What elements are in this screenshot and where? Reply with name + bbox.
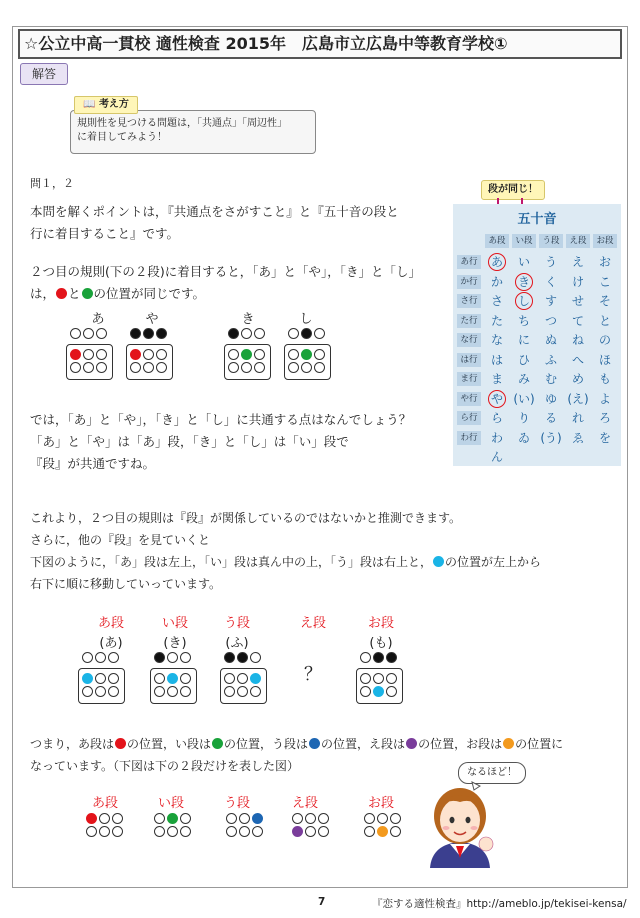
dan-cell-a-bottom-dot <box>108 673 119 684</box>
bottom-cell-u-bottom-dot <box>226 826 237 837</box>
gojuon-cell: (え) <box>567 391 589 406</box>
gojuon-column-header: お段 <box>593 234 617 248</box>
braille-cell-ki-top-dot <box>254 328 265 339</box>
bottom-cell-i-bottom-dot <box>154 813 165 824</box>
dan-cell-i-bottom-dot <box>180 673 191 684</box>
gojuon-cell: の <box>598 333 611 347</box>
bottom-cell-u-bottom-dot <box>226 813 237 824</box>
book-icon: 📖 <box>83 99 96 110</box>
question-number: 問１，２ <box>30 177 74 190</box>
gojuon-cell: た <box>490 313 503 328</box>
gojuon-row-label: や行 <box>457 392 481 406</box>
green-dot-icon <box>212 738 223 749</box>
dan-label-a: あ段 <box>97 616 124 631</box>
braille-cell-a-bottom-dot <box>70 349 81 360</box>
gojuon-cell: ち <box>517 313 530 328</box>
gojuon-row-label: ら行 <box>457 411 481 425</box>
dan-cell-u-bottom-dot <box>224 673 235 684</box>
bottom-cell-i-bottom-dot <box>167 813 178 824</box>
gojuon-cell: わ <box>490 430 503 445</box>
bottom-cell-e-bottom-dot <box>292 826 303 837</box>
guess-line-4: 右下に順に移動していっています。 <box>30 577 222 591</box>
bottom-cell-i-bottom-dot <box>167 826 178 837</box>
gojuon-cell: や <box>490 391 503 406</box>
gojuon-cell: も <box>598 372 611 386</box>
intro-line-2: 行に着目すること』です。 <box>30 226 180 241</box>
gojuon-cell: へ <box>571 352 584 367</box>
common-line-2: 「あ」と「や」は「あ」段，「き」と「し」は「い」段で <box>30 434 349 449</box>
braille-cell-ki-bottom-dot <box>228 349 239 360</box>
dan-cell-u-bottom-dot <box>250 686 261 697</box>
braille-cell-a-bottom-dot <box>83 349 94 360</box>
bottom-cell-o-bottom-dot <box>364 826 375 837</box>
footer-credit: 『恋する適性検査』http://ameblo.jp/tekisei-kensa/ <box>372 898 627 910</box>
gojuon-row-label: ま行 <box>457 372 481 386</box>
highlight-circle-icon <box>488 253 506 271</box>
rule2-line-1: ２つ目の規則(下の２段)に着目すると，「あ」と「や」，「き」と「し」 <box>30 264 422 279</box>
orange-dot-icon <box>503 738 514 749</box>
page-number: 7 <box>318 896 326 908</box>
summary-line-2: なっています。（下図は下の２段だけを表した図） <box>30 759 300 773</box>
gojuon-cell: せ <box>571 294 584 308</box>
hint-label-text: 考え方 <box>98 99 129 110</box>
braille-cell-shi-bottom-dot <box>314 362 325 373</box>
dan-cell-u-top-dot <box>224 652 235 663</box>
dan-cell-a-top-dot <box>95 652 106 663</box>
dan-cell-i-top-dot <box>180 652 191 663</box>
dan-cell-u-bottom-dot <box>250 673 261 684</box>
braille-cell-ya-bottom-dot <box>130 362 141 373</box>
common-line-1: では，「あ」と「や」，「き」と「し」に共通する点はなんでしょう？ <box>30 412 412 427</box>
gojuon-cell: あ <box>490 255 503 269</box>
purple-dot-icon <box>406 738 417 749</box>
braille-cell-a-bottom-dot <box>70 362 81 373</box>
gojuon-cell: は <box>490 352 503 367</box>
bottom-dan-label-i: い段 <box>157 796 184 811</box>
braille-cell-ki-bottom-dot <box>241 362 252 373</box>
summary-text-f: の位置に <box>515 737 564 751</box>
braille-cell-ki-bottom-dot <box>241 349 252 360</box>
dan-cell-o-top-dot <box>360 652 371 663</box>
braille-cell-shi-bottom-dot <box>288 349 299 360</box>
gojuon-row-label: わ行 <box>457 431 481 445</box>
bottom-cell-o-bottom-dot <box>364 813 375 824</box>
gojuon-row-label: さ行 <box>457 294 481 308</box>
bottom-cell-o-bottom-dot <box>390 813 401 824</box>
dan-cell-o-bottom-dot <box>386 673 397 684</box>
blue-dot-icon <box>309 738 320 749</box>
summary-text-b: の位置，い段は <box>127 737 212 751</box>
dan-cell-i-top-dot <box>154 652 165 663</box>
dan-cell-i-bottom-dot <box>180 686 191 697</box>
speech-bubble: なるほど！ <box>458 762 526 784</box>
dan-label-u: う段 <box>223 616 250 631</box>
red-dot-icon <box>56 288 67 299</box>
bottom-cell-a-bottom-dot <box>112 813 123 824</box>
braille-cell-shi-top-dot <box>288 328 299 339</box>
braille-cell-shi-bottom-dot <box>288 362 299 373</box>
gojuon-column-header: い段 <box>512 234 536 248</box>
dan-cell-a-top-dot <box>82 652 93 663</box>
dan-cell-i-top-dot <box>167 652 178 663</box>
braille-cell-shi-top-dot <box>301 328 312 339</box>
dan-example-u: (ふ) <box>225 636 249 651</box>
gojuon-cell: と <box>598 313 611 328</box>
dan-label-i: い段 <box>161 616 188 631</box>
gojuon-cell: ら <box>490 411 503 425</box>
dan-label-o: お段 <box>367 616 394 631</box>
braille-cell-a-top-dot <box>70 328 81 339</box>
dan-cell-i-bottom-dot <box>167 673 178 684</box>
gojuon-cell: に <box>517 333 530 347</box>
braille-cell-ya-bottom-dot <box>156 349 167 360</box>
braille-cell-shi-top-dot <box>314 328 325 339</box>
braille-cell-ya-bottom-dot <box>143 362 154 373</box>
gojuon-cell: ね <box>571 333 584 347</box>
braille-cell-a-bottom-dot <box>83 362 94 373</box>
bottom-cell-e-bottom-dot <box>305 826 316 837</box>
gojuon-cell: ゑ <box>571 430 584 445</box>
dan-label-e: え段 <box>299 616 326 631</box>
bottom-cell-o-bottom-dot <box>377 826 388 837</box>
bottom-cell-a-bottom-dot <box>86 813 97 824</box>
gojuon-cell: め <box>571 372 584 386</box>
bottom-cell-u-bottom-dot <box>252 813 263 824</box>
question-mark: ？ <box>304 664 322 685</box>
rule2-text-a: は， <box>30 286 56 301</box>
dan-example-o: (も) <box>369 636 393 651</box>
rule2-line-2 <box>30 286 205 302</box>
hint-box <box>70 110 316 154</box>
gojuon-row-label: あ行 <box>457 255 481 269</box>
bottom-cell-u-bottom-dot <box>252 826 263 837</box>
dan-cell-o-bottom-dot <box>360 673 371 684</box>
bottom-cell-a-bottom-dot <box>112 826 123 837</box>
bottom-cell-e-bottom-dot <box>318 813 329 824</box>
gojuon-cell: さ <box>490 294 503 308</box>
gojuon-cell: ひ <box>517 352 530 367</box>
green-dot-icon <box>82 288 93 299</box>
gojuon-column-header: え段 <box>566 234 590 248</box>
bottom-cell-i-bottom-dot <box>180 813 191 824</box>
braille-cell-ya-bottom-dot <box>143 349 154 360</box>
dan-cell-a-bottom-dot <box>82 673 93 684</box>
braille-label-ki: き <box>241 312 255 327</box>
bottom-cell-a-bottom-dot <box>86 826 97 837</box>
guess-text-a: 下図のように，「あ」段は左上，「い」段は真ん中の上，「う」段は右上と， <box>30 555 433 569</box>
gojuon-row-label: は行 <box>457 353 481 367</box>
gojuon-cell: お <box>598 255 611 269</box>
bottom-cell-e-bottom-dot <box>292 813 303 824</box>
hint-line-2: に着目してみよう！ <box>77 132 167 143</box>
rule2-text-c: の位置が同じです。 <box>93 286 206 301</box>
dan-cell-a-bottom-dot <box>95 673 106 684</box>
cyan-dot-icon <box>433 556 444 567</box>
bottom-cell-e-bottom-dot <box>318 826 329 837</box>
hint-line-1: 規則性を見つける問題は，「共通点」「周辺性」 <box>77 118 287 129</box>
bottom-dan-label-a: あ段 <box>91 796 118 811</box>
highlight-circle-icon <box>488 390 506 408</box>
bottom-dan-label-u: う段 <box>223 796 250 811</box>
rule2-text-b: と <box>68 286 81 301</box>
hint-label <box>74 96 138 114</box>
dan-cell-u-top-dot <box>250 652 261 663</box>
gojuon-cell: (い) <box>513 391 535 406</box>
intro-line-1: 本問を解くポイントは，『共通点をさがすこと』と『五十音の段と <box>30 204 399 219</box>
common-line-3: 『段』が共通ですね。 <box>30 456 156 471</box>
gojuon-column-header: う段 <box>539 234 563 248</box>
gojuon-cell: く <box>544 274 557 289</box>
bottom-cell-o-bottom-dot <box>377 813 388 824</box>
dan-cell-a-bottom-dot <box>108 686 119 697</box>
dan-example-i: (き) <box>163 636 187 651</box>
dan-cell-o-bottom-dot <box>360 686 371 697</box>
highlight-circle-icon <box>515 273 533 291</box>
braille-cell-ya-bottom-dot <box>130 349 141 360</box>
bottom-cell-i-bottom-dot <box>154 826 165 837</box>
guess-line-3 <box>30 554 541 570</box>
highlight-circle-icon <box>515 292 533 310</box>
same-dan-callout: 段が同じ！ <box>481 180 545 200</box>
gojuon-row-label: た行 <box>457 314 481 328</box>
braille-cell-ki-bottom-dot <box>254 362 265 373</box>
summary-text-e: の位置，お段は <box>418 737 503 751</box>
guess-line-2: さらに，他の『段』を見ていくと <box>30 533 211 547</box>
gojuon-cell: ろ <box>598 411 611 425</box>
dan-cell-a-bottom-dot <box>95 686 106 697</box>
gojuon-row-label: か行 <box>457 275 481 289</box>
dan-example-a: (あ) <box>99 636 123 651</box>
summary-text-c: の位置，う段は <box>224 737 309 751</box>
gojuon-cell: こ <box>598 274 611 289</box>
gojuon-cell: そ <box>598 294 611 308</box>
braille-cell-shi-bottom-dot <box>301 362 312 373</box>
braille-cell-ki-bottom-dot <box>254 349 265 360</box>
braille-cell-shi-bottom-dot <box>314 349 325 360</box>
gojuon-cell: み <box>517 372 530 386</box>
gojuon-cell: れ <box>571 411 584 425</box>
braille-cell-ya-top-dot <box>156 328 167 339</box>
summary-text-d: の位置，え段は <box>321 737 406 751</box>
red-dot-icon <box>115 738 126 749</box>
guess-text-b: の位置が左上から <box>445 555 542 569</box>
braille-cell-ya-bottom-dot <box>156 362 167 373</box>
gojuon-cell: て <box>571 313 584 328</box>
braille-label-shi: し <box>299 312 313 327</box>
gojuon-cell: り <box>517 411 530 425</box>
braille-label-a: あ <box>91 312 105 327</box>
bottom-cell-u-bottom-dot <box>239 826 250 837</box>
gojuon-cell: ふ <box>544 352 557 367</box>
gojuon-cell: し <box>517 294 530 308</box>
dan-cell-u-bottom-dot <box>237 673 248 684</box>
gojuon-cell: ゆ <box>544 391 557 406</box>
gojuon-table <box>453 204 621 466</box>
dan-cell-i-bottom-dot <box>154 673 165 684</box>
dan-cell-i-bottom-dot <box>154 686 165 697</box>
braille-cell-a-top-dot <box>83 328 94 339</box>
dan-cell-o-top-dot <box>373 652 384 663</box>
braille-cell-ya-top-dot <box>143 328 154 339</box>
gojuon-cell: つ <box>544 313 557 328</box>
braille-cell-ki-bottom-dot <box>228 362 239 373</box>
dan-cell-o-top-dot <box>386 652 397 663</box>
bottom-cell-o-bottom-dot <box>390 826 401 837</box>
dan-cell-o-bottom-dot <box>373 673 384 684</box>
braille-cell-ki-top-dot <box>241 328 252 339</box>
gojuon-cell: ん <box>490 450 503 464</box>
dan-cell-a-bottom-dot <box>82 686 93 697</box>
braille-label-ya: や <box>145 312 159 327</box>
gojuon-cell: (う) <box>540 430 562 445</box>
gojuon-column-header: あ段 <box>485 234 509 248</box>
gojuon-title: 五十音 <box>517 212 557 227</box>
bottom-cell-a-bottom-dot <box>99 826 110 837</box>
dan-cell-o-bottom-dot <box>373 686 384 697</box>
summary-text-a: つまり，あ段は <box>30 737 115 751</box>
dan-cell-u-bottom-dot <box>237 686 248 697</box>
gojuon-cell: け <box>571 274 584 289</box>
dan-cell-o-bottom-dot <box>386 686 397 697</box>
bottom-cell-u-bottom-dot <box>239 813 250 824</box>
gojuon-cell: を <box>598 430 611 445</box>
braille-cell-ki-top-dot <box>228 328 239 339</box>
dan-cell-u-bottom-dot <box>224 686 235 697</box>
girl-character-illustration <box>420 772 500 868</box>
guess-line-1: これより，２つ目の規則は『段』が関係しているのではないかと推測できます。 <box>30 511 462 525</box>
bottom-cell-i-bottom-dot <box>180 826 191 837</box>
dan-cell-i-bottom-dot <box>167 686 178 697</box>
braille-cell-shi-bottom-dot <box>301 349 312 360</box>
braille-cell-a-top-dot <box>96 328 107 339</box>
gojuon-cell: き <box>517 274 530 289</box>
gojuon-cell: か <box>490 274 503 289</box>
gojuon-cell: む <box>544 372 557 386</box>
gojuon-cell: え <box>571 255 584 269</box>
braille-cell-a-bottom-dot <box>96 362 107 373</box>
gojuon-cell: ま <box>490 372 503 386</box>
page-title: ☆公立中高一貫校 適性検査 2015年 広島市立広島中等教育学校① <box>18 29 622 59</box>
gojuon-cell: う <box>544 255 557 269</box>
bottom-dan-label-o: お段 <box>367 796 394 811</box>
gojuon-cell: ぬ <box>544 333 557 347</box>
gojuon-cell: る <box>544 411 557 425</box>
bottom-dan-label-e: え段 <box>291 796 318 811</box>
dan-cell-a-top-dot <box>108 652 119 663</box>
bottom-cell-a-bottom-dot <box>99 813 110 824</box>
answer-tag: 解答 <box>20 63 68 85</box>
summary-line-1 <box>30 736 563 752</box>
gojuon-row-label: な行 <box>457 333 481 347</box>
gojuon-cell: ゐ <box>517 430 530 445</box>
dan-cell-u-top-dot <box>237 652 248 663</box>
gojuon-cell: い <box>517 255 530 269</box>
gojuon-cell: よ <box>598 391 611 406</box>
bottom-cell-e-bottom-dot <box>305 813 316 824</box>
braille-cell-ya-top-dot <box>130 328 141 339</box>
gojuon-cell: な <box>490 333 503 347</box>
gojuon-cell: ほ <box>598 352 611 367</box>
gojuon-cell: す <box>544 294 557 308</box>
braille-cell-a-bottom-dot <box>96 349 107 360</box>
